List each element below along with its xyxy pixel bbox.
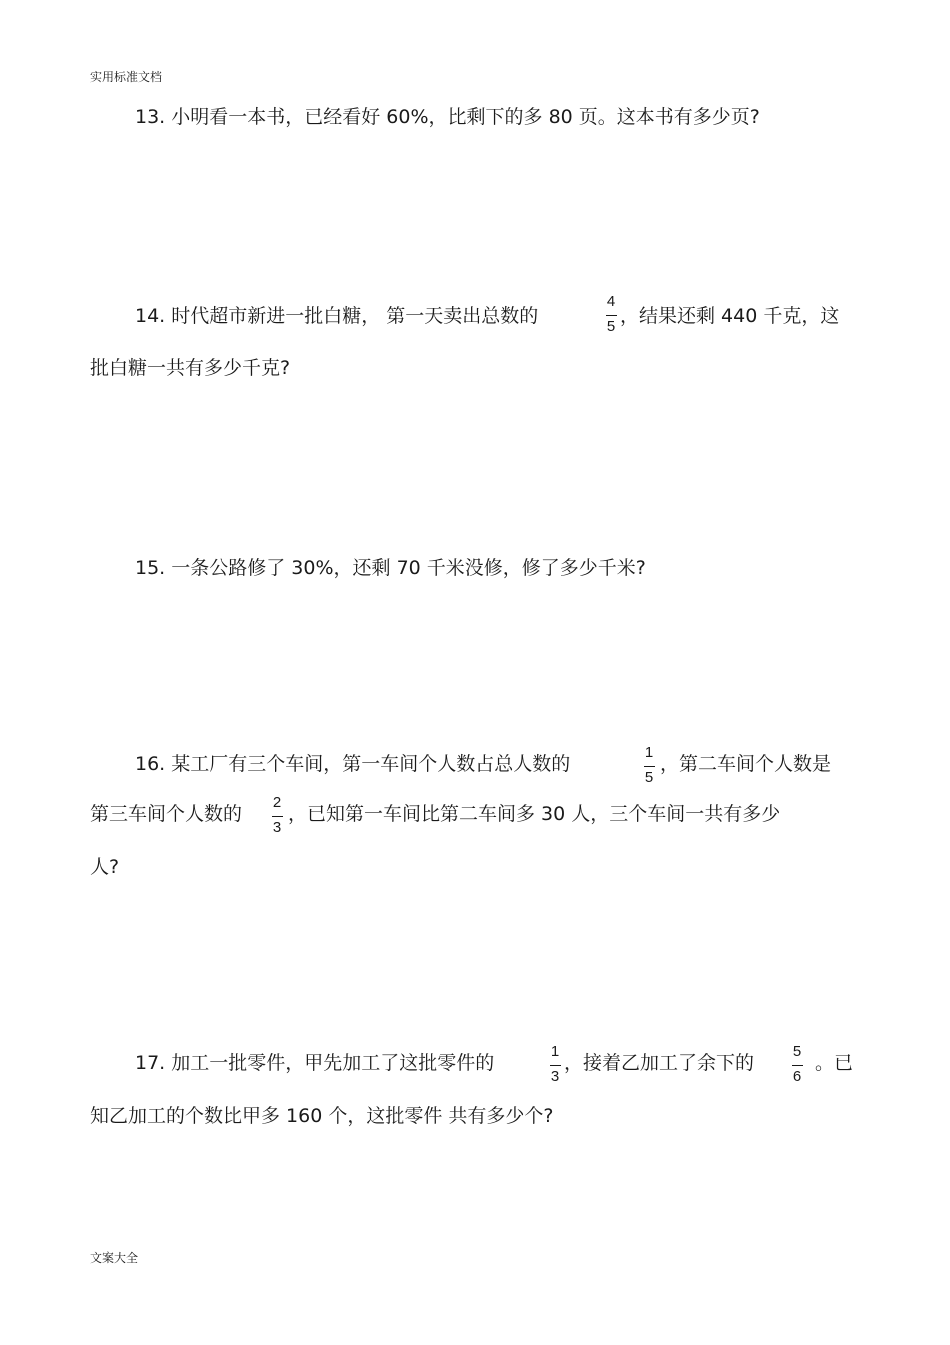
fraction-denominator: 3 bbox=[272, 819, 282, 836]
fraction-bar bbox=[606, 315, 617, 316]
question-16-line-3: 人? bbox=[90, 856, 120, 878]
question-16-line-2-end: ，已知第一车间比第二车间多 30 人，三个车间一共有多少 bbox=[288, 803, 781, 825]
question-13: 13. 小明看一本书，已经看好 60%，比剩下的多 80 页。这本书有多少页? bbox=[135, 106, 760, 128]
question-17-fraction-1 bbox=[545, 1043, 565, 1091]
fraction-bar bbox=[272, 816, 283, 817]
question-17-line-1-middle: ，接着乙加工了余下的 bbox=[564, 1052, 755, 1074]
question-14-line-1-end: ，结果还剩 440 千克，这 bbox=[620, 305, 840, 327]
fraction-bar bbox=[792, 1065, 803, 1066]
question-16-fraction-2 bbox=[267, 794, 287, 842]
question-15: 15. 一条公路修了 30%，还剩 70 千米没修，修了多少千米? bbox=[135, 557, 646, 579]
question-16-fraction-1 bbox=[639, 744, 659, 792]
question-16-line-2-start: 第三车间个人数的 bbox=[90, 803, 243, 825]
question-17-fraction-2 bbox=[787, 1043, 807, 1091]
fraction-bar bbox=[644, 766, 655, 767]
page-footer: 文案大全 bbox=[90, 1251, 139, 1265]
question-14-line-2: 批白糖一共有多少千克? bbox=[90, 357, 291, 379]
fraction-denominator: 5 bbox=[606, 318, 616, 335]
question-17-line-2: 知乙加工的个数比甲多 160 个，这批零件 共有多少个? bbox=[90, 1105, 554, 1127]
fraction-numerator: 1 bbox=[644, 744, 654, 761]
question-16-line-1-start: 16. 某工厂有三个车间，第一车间个人数占总人数的 bbox=[135, 753, 571, 775]
question-16-line-1-end: ，第二车间个人数是 bbox=[660, 753, 832, 775]
question-14-fraction bbox=[601, 293, 621, 341]
fraction-numerator: 4 bbox=[606, 293, 616, 310]
fraction-numerator: 5 bbox=[792, 1043, 802, 1060]
fraction-denominator: 6 bbox=[792, 1068, 802, 1085]
fraction-numerator: 1 bbox=[550, 1043, 560, 1060]
fraction-denominator: 3 bbox=[550, 1068, 560, 1085]
fraction-bar bbox=[550, 1065, 561, 1066]
question-14-line-1-start: 14. 时代超市新进一批白糖， 第一天卖出总数的 bbox=[135, 305, 539, 327]
question-17-line-1-end: 。已 bbox=[815, 1052, 854, 1074]
question-17-line-1-start: 17. 加工一批零件，甲先加工了这批零件的 bbox=[135, 1052, 495, 1074]
page-header: 实用标准文档 bbox=[90, 70, 163, 84]
fraction-numerator: 2 bbox=[272, 794, 282, 811]
fraction-denominator: 5 bbox=[644, 769, 654, 786]
